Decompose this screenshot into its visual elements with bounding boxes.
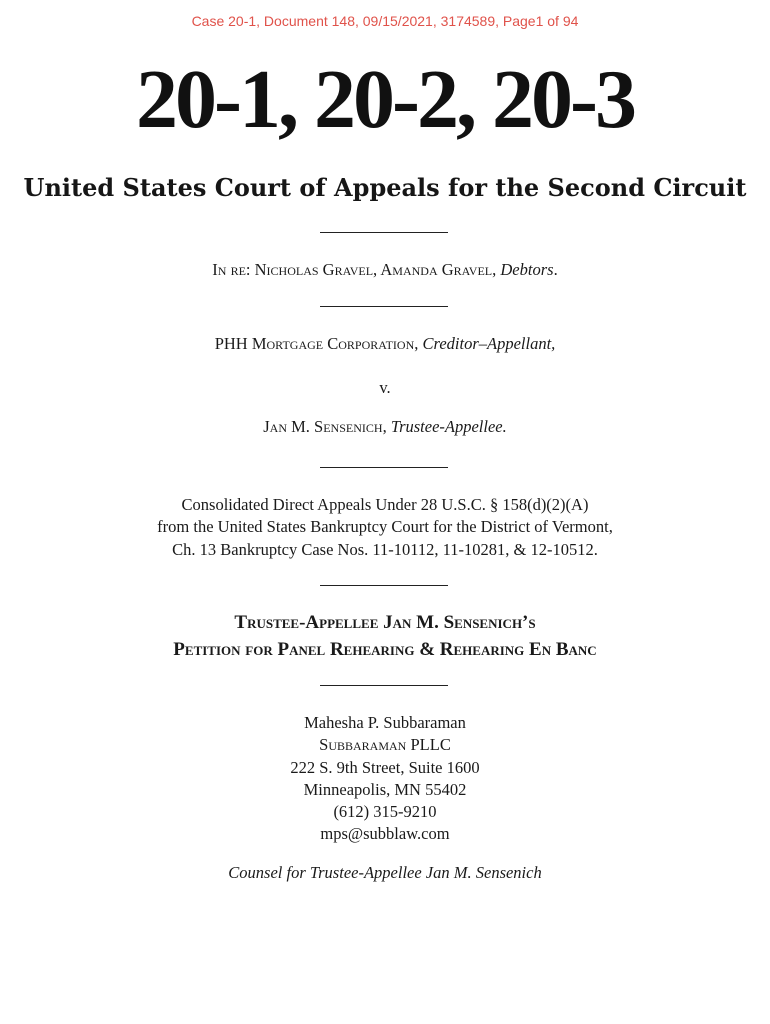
appellee-separator: , [382, 417, 391, 436]
appellant-separator: , [414, 334, 423, 353]
firm-name: Subbaraman [319, 735, 407, 755]
counsel-block [0, 712, 770, 846]
appellant-caption [0, 333, 770, 355]
appellant-name: PHH Mortgage Corporation [214, 334, 415, 353]
appeal-info [0, 494, 770, 561]
petition-title [0, 610, 770, 663]
counsel-for: Counsel for Trustee-Appellee Jan M. Sensenich [228, 863, 542, 882]
petition-title-line: Trustee-Appellee Jan M. Sensenich’s [234, 612, 536, 633]
in-re-separator: , [492, 260, 501, 279]
appellant-role: Creditor–Appellant, [422, 334, 556, 353]
in-re-caption [0, 259, 770, 281]
divider-rule [320, 467, 448, 468]
case-header-stamp: Case 20-1, Document 148, 09/15/2021, 3174589, Page1 of 94 [191, 13, 579, 29]
docket-numbers: 20-1, 20-2, 20-3 [136, 53, 634, 146]
appellee-caption [0, 416, 770, 438]
appeal-info-line: Ch. 13 Bankruptcy Case Nos. 11-10112, 11-10281, & 12-10512. [172, 539, 598, 559]
counsel-email: mps@subblaw.com [320, 824, 450, 844]
appeal-info-line: Consolidated Direct Appeals Under 28 U.S.C. § 158(d)(2)(A) [181, 495, 589, 514]
counsel-address-line2: Minneapolis, MN 55402 [303, 779, 467, 799]
in-re-end: . [553, 260, 558, 279]
divider-rule [320, 232, 448, 233]
firm-suffix: PLLC [406, 735, 451, 755]
appellee-role: Trustee-Appellee. [390, 417, 507, 436]
appellee-name: Jan M. Sensenich [263, 417, 383, 436]
divider-rule [320, 585, 448, 586]
divider-rule [320, 685, 448, 686]
versus: v. [379, 378, 391, 397]
counsel-address-line1: 222 S. 9th Street, Suite 1600 [290, 757, 480, 777]
petition-title-line: Petition for Panel Rehearing & Rehearing En Banc [173, 638, 597, 660]
in-re-prefix: In re: [212, 260, 255, 279]
court-name: United States Court of Appeals for the Second Circuit [23, 173, 747, 202]
divider-rule [320, 306, 448, 307]
counsel-phone: (612) 315-9210 [333, 802, 437, 822]
counsel-name: Mahesha P. Subbaraman [304, 713, 466, 732]
counsel-firm [0, 734, 770, 756]
debtors-role: Debtors [500, 260, 554, 279]
appeal-info-line: from the United States Bankruptcy Court for the District of Vermont, [157, 517, 613, 537]
debtor-names: Nicholas Gravel, Amanda Gravel [254, 260, 493, 279]
